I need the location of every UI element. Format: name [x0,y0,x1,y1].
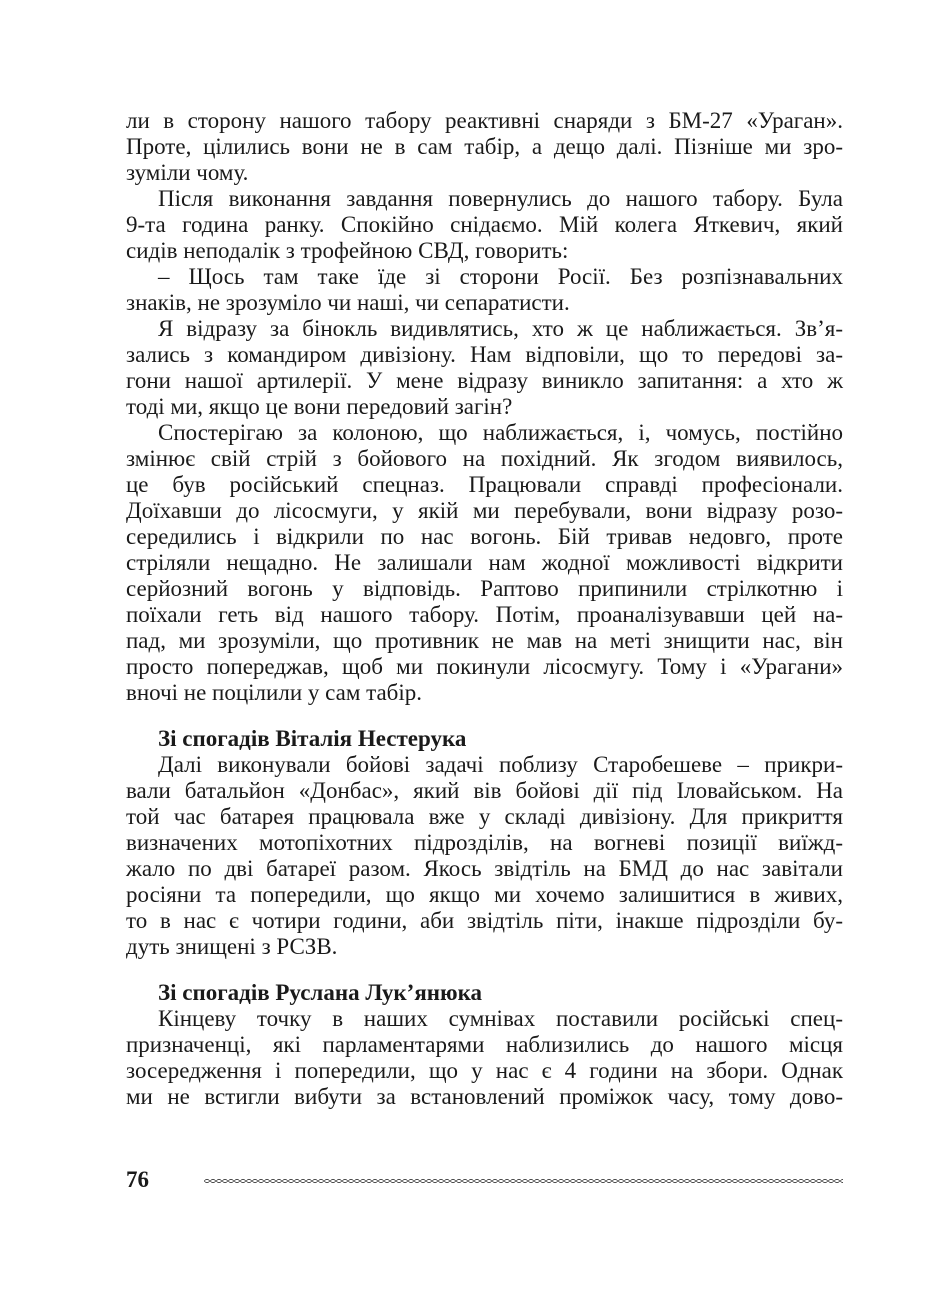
section-heading: Зі спогадів Руслана Лук’янюка [158,980,482,1005]
text-line: зуміли чому. [126,160,249,185]
text-line: змінює свій стрій з бойового на похідний. Як згодом виявилось, [126,446,843,471]
text-line: Я відразу за бінокль видивлятись, хто ж це наближається. Зв’я- [158,316,843,341]
page-footer [126,1167,843,1197]
text-line: визначених мотопіхотних підрозділів, на вогневі позиції виїжд- [126,830,843,855]
paragraph [126,420,843,706]
text-line: Проте, цілились вони не в сам табір, а дещо далі. Пізніше ми зро- [126,134,843,159]
paragraph [126,264,843,316]
decorative-border [204,1177,843,1185]
text-line: ли в сторону нашого табору реактивні снаряди з БМ-27 «Ураган». [126,108,843,133]
text-line: Далі виконували бойові задачі поблизу Старобешеве – прикри- [158,752,843,777]
text-line: то в нас є чотири години, аби звідтіль піти, інакше підрозділи бу- [126,908,843,933]
section-gap [126,706,843,726]
text-line: зались з командиром дивізіону. Нам відповіли, що то передові за- [126,342,843,367]
paragraph [126,186,843,264]
text-line: ми не встигли вибути за встановлений проміжок часу, тому дово- [126,1084,843,1109]
text-line: росіяни та попередили, що якщо ми хочемо залишитися в живих, [126,882,843,907]
section-gap [126,960,843,980]
text-line: тоді ми, якщо це вони передовий загін? [126,394,513,419]
text-line: 9-та година ранку. Спокійно снідаємо. Мій колега Яткевич, який [126,212,843,237]
memoir-section [126,980,843,1110]
text-line: знаків, не зрозуміло чи наші, чи сепаратисти. [126,290,570,315]
text-line: сидів неподалік з трофейною СВД, говорить: [126,238,569,263]
text-line: той час батарея працювала вже у складі дивізіону. Для прикриття [126,804,843,829]
text-line: – Щось там таке їде зі сторони Росії. Без розпізнавальних [158,264,843,289]
text-line: вали батальйон «Донбас», який вів бойові дії під Іловайськом. На [126,778,843,803]
text-line: це був російський спецназ. Працювали справді професіонали. [126,472,843,497]
text-line: призначенці, які парламентарями наблизились до нашого місця [126,1032,843,1057]
paragraph [126,108,843,186]
text-line: пад, ми зрозуміли, що противник не мав на меті знищити нас, він [126,628,843,653]
text-line: середились і відкрили по нас вогонь. Бій тривав недовго, проте [126,524,843,549]
text-line: Після виконання завдання повернулись до нашого табору. Була [158,186,843,211]
text-line: зосередження і попередили, що у нас є 4 години на збори. Однак [126,1058,843,1083]
text-line: Доїхавши до лісосмуги, у якій ми перебували, вони відразу розо- [126,498,843,523]
text-line: стріляли нещадно. Не залишали нам жодної можливості відкрити [126,550,843,575]
text-line: поїхали геть від нашого табору. Потім, проаналізувавши цей на- [126,602,843,627]
text-line: вночі не поцілили у сам табір. [126,680,423,705]
memoir-section [126,726,843,960]
text-line: жало по дві батареї разом. Якось звідтіль на БМД до нас завітали [126,856,843,881]
text-line: дуть знищені з РСЗВ. [126,934,338,959]
text-line: Кінцеву точку в наших сумнівах поставили російські спец- [158,1006,843,1031]
page-number: 76 [126,1167,149,1192]
text-line: серйозний вогонь у відповідь. Раптово припинили стрілкотню і [126,576,843,601]
page-body [126,108,843,1110]
text-line: гони нашої артилерії. У мене відразу виникло запитання: а хто ж [126,368,843,393]
paragraph [126,316,843,420]
text-line: просто попереджав, щоб ми покинули лісосмугу. Тому і «Урагани» [126,654,843,679]
text-line: Спостерігаю за колоною, що наближається, і, чомусь, постійно [158,420,843,445]
section-heading: Зі спогадів Віталія Нестерука [158,726,467,751]
